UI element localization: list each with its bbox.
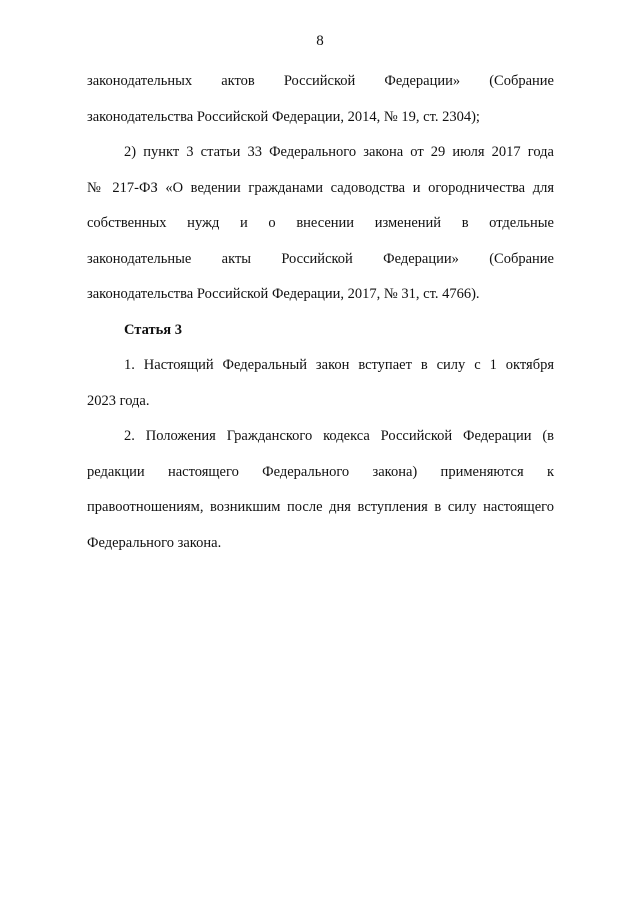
text-line: законодательных актов Российской Федерации» (Собрание [87,73,554,89]
document-body [87,64,554,561]
text-line: редакции настоящего Федерального закона) применяются к [87,463,554,480]
text-line: Федерального закона. [87,534,222,551]
paragraph-continuation [87,64,554,135]
article-heading: Статья 3 [124,321,182,338]
text-line: законодательные акты Российской Федерации» (Собрание [87,250,554,267]
text-line: собственных нужд и о внесении изменений в отдельные [87,215,554,231]
text-line: законодательства Российской Федерации, 2014, № 19, ст. 2304); [87,108,480,125]
article-paragraph-1 [87,348,554,419]
text-line: 1. Настоящий Федеральный закон вступает в силу с 1 октября [124,357,554,373]
page-number: 8 [316,33,324,49]
text-line: № 217-ФЗ «О ведении гражданами садоводства и огородничества для [87,179,554,196]
text-line: законодательства Российской Федерации, 2017, № 31, ст. 4766). [87,286,480,302]
text-line: 2. Положения Гражданского кодекса Российской Федерации (в [124,428,554,444]
paragraph-item-2 [87,135,554,313]
text-line: 2) пункт 3 статьи 33 Федерального закона от 29 июля 2017 года [124,144,554,160]
article-paragraph-2 [87,419,554,561]
text-line: правоотношениям, возникшим после дня вступления в силу настоящего [87,499,554,515]
text-line: 2023 года. [87,392,150,409]
